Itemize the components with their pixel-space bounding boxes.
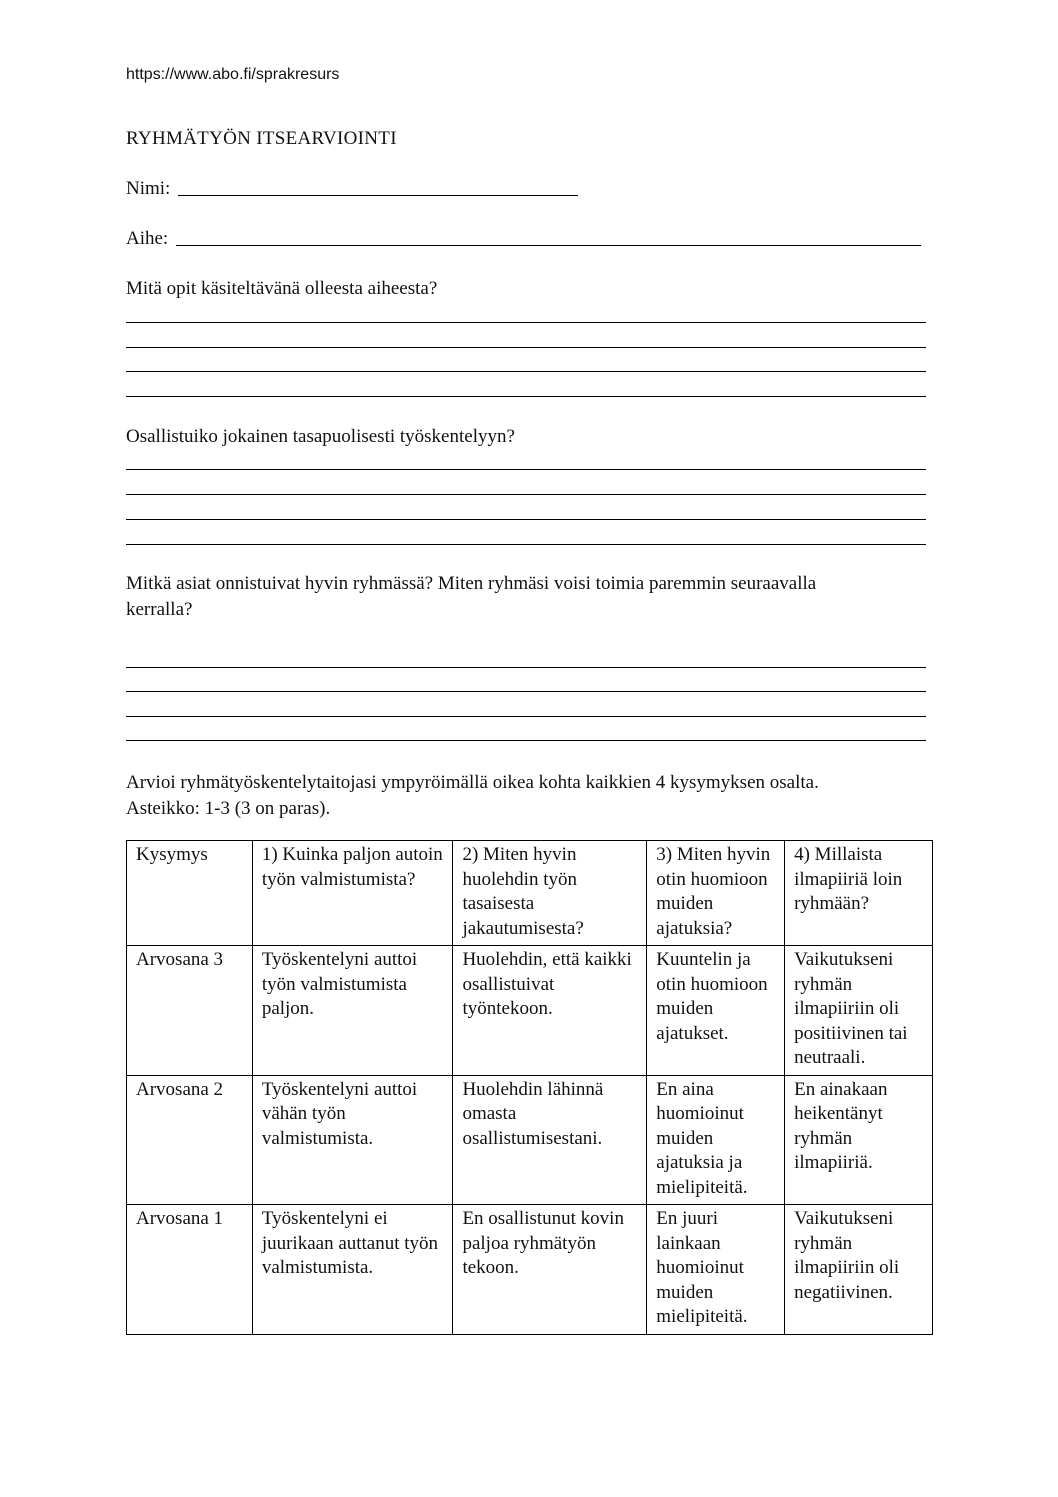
table-header-row — [127, 841, 933, 946]
topic-field[interactable] — [126, 228, 921, 250]
question-3 — [126, 571, 816, 623]
rating-table — [126, 840, 933, 1335]
answer-line[interactable] — [126, 469, 926, 470]
instructions-line-1: Arvioi ryhmätyöskentelytaitojasi ympyröimällä oikea kohta kaikkien 4 kysymyksen osalta. — [126, 772, 819, 793]
row-label: Arvosana 3 — [127, 946, 253, 1076]
answer-line[interactable] — [126, 519, 926, 520]
name-field[interactable] — [126, 178, 578, 200]
table-row — [127, 1205, 933, 1335]
rating-option[interactable]: Huolehdin lähinnä omasta osallistumisestani. — [453, 1075, 647, 1205]
source-url: https://www.abo.fi/sprakresurs — [126, 66, 340, 83]
question-1: Mitä opit käsiteltävänä olleesta aiheesta? — [126, 278, 438, 299]
answer-line[interactable] — [126, 544, 926, 545]
rating-option[interactable]: Työskentelyni auttoi työn valmistumista paljon. — [252, 946, 453, 1076]
answer-line[interactable] — [126, 396, 926, 397]
rating-option[interactable]: En osallistunut kovin paljoa ryhmätyön tekoon. — [453, 1205, 647, 1335]
question-3-line-1: Mitkä asiat onnistuivat hyvin ryhmässä? Miten ryhmäsi voisi toimia paremmin seuraavalla — [126, 573, 817, 594]
rating-option[interactable]: En aina huomioinut muiden ajatuksia ja mielipiteitä. — [647, 1075, 785, 1205]
header-cell: Kysymys — [127, 841, 253, 946]
rating-option[interactable]: Työskentelyni auttoi vähän työn valmistumista. — [252, 1075, 453, 1205]
rating-instructions — [126, 770, 819, 822]
rating-option[interactable]: Vaikutukseni ryhmän ilmapiiriin oli positiivinen tai neutraali. — [785, 946, 933, 1076]
name-label: Nimi: — [126, 178, 171, 199]
row-label: Arvosana 2 — [127, 1075, 253, 1205]
name-input-line[interactable] — [178, 194, 578, 196]
rating-option[interactable]: Työskentelyni ei juurikaan auttanut työn valmistumista. — [252, 1205, 453, 1335]
answer-line[interactable] — [126, 667, 926, 668]
header-cell: 2) Miten hyvin huolehdin työn tasaisesta jakautumisesta? — [453, 841, 647, 946]
answer-line[interactable] — [126, 494, 926, 495]
topic-label: Aihe: — [126, 228, 169, 249]
header-cell: 1) Kuinka paljon autoin työn valmistumista? — [252, 841, 453, 946]
table-row — [127, 1075, 933, 1205]
table-row — [127, 946, 933, 1076]
topic-input-line[interactable] — [176, 244, 921, 246]
rating-option[interactable]: En juuri lainkaan huomioinut muiden mielipiteitä. — [647, 1205, 785, 1335]
question-3-line-2: kerralla? — [126, 599, 193, 620]
answer-line[interactable] — [126, 322, 926, 323]
rating-option[interactable]: En ainakaan heikentänyt ryhmän ilmapiiriä. — [785, 1075, 933, 1205]
answer-line[interactable] — [126, 371, 926, 372]
answer-line[interactable] — [126, 691, 926, 692]
header-cell: 4) Millaista ilmapiiriä loin ryhmään? — [785, 841, 933, 946]
rating-option[interactable]: Vaikutukseni ryhmän ilmapiiriin oli negatiivinen. — [785, 1205, 933, 1335]
question-2: Osallistuiko jokainen tasapuolisesti työskentelyyn? — [126, 426, 515, 447]
rating-option[interactable]: Kuuntelin ja otin huomioon muiden ajatukset. — [647, 946, 785, 1076]
instructions-line-2: Asteikko: 1-3 (3 on paras). — [126, 798, 331, 819]
row-label: Arvosana 1 — [127, 1205, 253, 1335]
form-title: RYHMÄTYÖN ITSEARVIOINTI — [126, 128, 397, 149]
rating-option[interactable]: Huolehdin, että kaikki osallistuivat työntekoon. — [453, 946, 647, 1076]
header-cell: 3) Miten hyvin otin huomioon muiden ajatuksia? — [647, 841, 785, 946]
answer-line[interactable] — [126, 716, 926, 717]
answer-line[interactable] — [126, 347, 926, 348]
answer-line[interactable] — [126, 740, 926, 741]
